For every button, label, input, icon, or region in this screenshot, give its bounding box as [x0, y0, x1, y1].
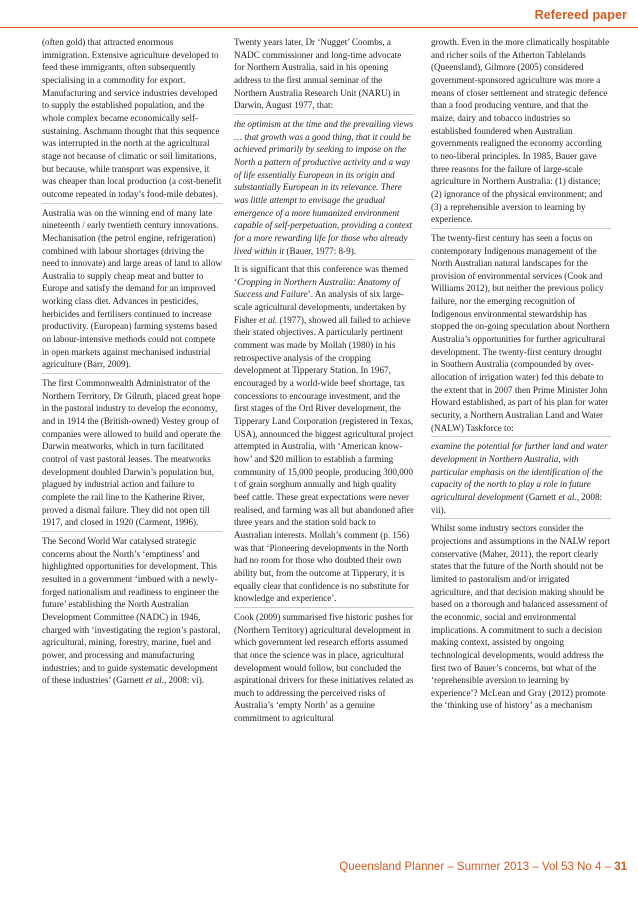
body-text: Cook (2009) summarised five historic pushes for (Northern Territory) agricultural development in which government led research efforts assumed that once the science was in place, agricultural development would follow, but concluded the aspirational drivers for these initiatives related as much to addressing the perceived risks of Australia’s ‘empty North’ as a genuine commitment to agricultural: [234, 611, 414, 724]
paragraph: [234, 263, 414, 605]
paragraph: [431, 440, 611, 516]
paragraph: [234, 36, 414, 112]
page-number: 31: [614, 861, 627, 873]
paragraph-divider: [431, 228, 611, 229]
paragraph-divider: [234, 259, 414, 260]
text-column-3: [431, 36, 611, 718]
paragraph-divider: [234, 607, 414, 608]
paragraph: [431, 36, 611, 226]
text-column-1: [42, 36, 222, 693]
text-column-2: [234, 36, 414, 731]
header-rule: [0, 27, 638, 28]
italic-text: Cropping in Northern Australia: Anatomy of Success and Failure: [234, 276, 400, 300]
body-text: , 2008: vi).: [163, 675, 205, 686]
paragraph-divider: [234, 114, 414, 115]
page-header: [0, 0, 638, 32]
body-text: (1977), showed all failed to achieve their stated objectives. A particularly pertinent comment was made by Mollah (1980) in his retrospective analysis of the cropping development at Tipperary Station. In 1967, encouraged by a world-wide beef shortage, tax concessions to encourage investment, and the first stages of the Ord River development, the Tipperary Land Corporation (registered in Texas, USA), announced the biggest agricultural project attempted in Australia, with ‘American know-how’ and $20 million to establish a farming community of 15,000 people, producing 300,000 t of grain sorghum annually and high quality beef cattle. These great expectations were never realised, and farming was all but abandoned after three years and the station sold back to Australian interests. Mollah’s comment (p. 156) was that ‘Pioneering developments in the North had no room for those who doubted their own ability but, from the outcome at Tipperary, it is equally clear that confidence is no substitute for knowledge and experience’.: [234, 314, 414, 604]
paragraph-divider: [431, 518, 611, 519]
paragraph-divider: [431, 436, 611, 437]
paragraph-divider: [42, 531, 222, 532]
italic-text: et al.: [145, 675, 164, 686]
italic-text: et al.: [558, 491, 577, 502]
page-footer: [339, 861, 627, 873]
body-text: Australia was on the winning end of many late nineteenth / early twentieth century innovations. Mechanisation (the petrol engine, refrigeration) combined with labour shortages (driving the need to innovate) and large areas of land to allow Australia to supply cheap meat and butter to Europe and satisfy the demand for an improved working class diet. Advances in pesticides, herbicides and fertilisers continued to increase productivity. (European) farming systems based on labour-intensive methods could not compete in open markets against mechanised industrial agriculture (Barr, 2009).: [42, 207, 222, 370]
paragraph-divider: [42, 203, 222, 204]
paragraph: [42, 36, 222, 201]
italic-text: examine the potential for further land and water development in Northern Australia, with particular emphasis on the identification of the capacity of the north to play a role in future agricultural development: [431, 441, 608, 502]
body-text: The first Commonwealth Administrator of the Northern Territory, Dr Gilruth, placed great hope in the pastoral industry to develop the economy, and in 1914 the (British-owned) Vestey group of companies were allowed to build and operate the Darwin meatworks, which in turn facilitated control of vast pastoral leases. The meatworks development doubled Darwin’s population but, plagued by industrial action and failure to complete the rail line to the Katherine River, proved a dismal failure. They did not open till 1917, and closed in 1920 (Carment, 1996).: [42, 378, 221, 528]
journal-citation: Queensland Planner – Summer 2013 – Vol 53 No 4 –: [339, 861, 615, 873]
paragraph: [42, 377, 222, 529]
paragraph: [234, 118, 414, 257]
italic-text: et al.: [259, 314, 278, 325]
paragraph: [431, 522, 611, 712]
paragraph: [42, 535, 222, 687]
body-text: The Second World War catalysed strategic concerns about the North’s ‘emptiness’ and highlighted opportunities for development. This resulted in a government ‘imbued with a newly-forged nationalism and readiness to engineer the future’ establishing the North Australian Development Committee (NADC) in 1946, charged with ‘investigating the region’s pastoral, agricultural, mining, forestry, marine, fuel and power, and processing and manufacturing industries; and to guide systematic development of these industries’ (Garnett: [42, 535, 221, 686]
section-label: Refereed paper: [534, 8, 627, 22]
body-text: The twenty-first century has seen a focus on contemporary Indigenous management of the North Australian natural landscapes for the provision of environmental services (Cook and Williams 2012), but neither the previous policy failure, nor the emerging recognition of Indigenous environmental stewardship has stopped the on-going speculation about Northern Australia’s opportunities for further agricultural development. The twenty-first century drought in Southern Australia (compounded by over-allocation of irrigation water) fed this debate to the extent that in 2007 then Prime Minister John Howard established, as part of his plan for water security, a Northern Australian Land and Water (NALW) Taskforce to:: [431, 232, 610, 433]
paragraph-divider: [42, 373, 222, 374]
body-text: (Garnett: [523, 491, 559, 502]
paragraph: [431, 232, 611, 435]
body-text: (often gold) that attracted enormous immigration. Extensive agriculture developed to feed these immigrants, often subsequently specialising in a commodity for export. Manufacturing and service industries developed to supply the established population, and the whole complex became economically self-sustaining. Aschmann thought that this sequence was interrupted in the north at the agricultural stage not because of climatic or soil limitations, but because, while transport was expensive, it was cheaper than local production (a cost-benefit outcome repeated in today’s food-mile debates).: [42, 37, 222, 199]
paragraph: [42, 207, 222, 372]
body-text: growth. Even in the more climatically hospitable and richer soils of the Atherton Tablelands (Queensland), Gilmore (2005) considered government-sponsored agriculture was more a means of closer settlement and strategic defence than a food producing venture, and that the maize, dairy and tobacco industries so established foundered when Australian governments realigned the economy according to neo-liberal principles. In 1985, Bauer gave three reasons for the failure of large-scale agriculture in Northern Australia: (1) distance; (2) ignorance of the physical environment; and (3) a reprehensible aversion to learning by experience.: [431, 37, 610, 225]
body-text: , 2008: vii).: [431, 491, 603, 515]
italic-text: the optimism at the time and the prevailing views … that growth was a good thing, that it could be achieved primarily by seeking to impose on the North a pattern of productive activity and a way of life essentially European in its origin and substantially European in its relevance. There was little attempt to envisage the gradual emergence of a more humanized environment capable of self-perpetuation, providing a context for a more rewarding life for those who already lived within it: [234, 118, 414, 256]
body-text: Twenty years later, Dr ‘Nugget’ Coombs, a NADC commissioner and long-time advocate for Northern Australia, said in his opening address to the first annual seminar of the Northern Australia Research Unit (NARU) in Darwin, August 1977, that:: [234, 37, 402, 111]
body-text: ’. An analysis of six large-scale agricultural developments, undertaken by Fisher: [234, 289, 407, 325]
body-text: It is significant that this conference was themed ‘: [234, 264, 409, 287]
body-text: Whilst some industry sectors consider the projections and assumptions in the NALW report conservative (Maher, 2011), the report clearly states that the future of the North should not be limited to pastoralism and/or irrigated agriculture, and that decision making should be based on a thorough and balanced assessment of the economic, social and environmental implications. A commitment to such a decision making context, assisted by ongoing technological developments, would address the first two of Bauer’s concerns, but what of the ‘reprehensible aversion to learning by experience’? McLean and Gray (2012) promote the ‘thinking use of history’ as a mechanism: [431, 523, 611, 711]
body-text: (Bauer, 1977: 8-9).: [284, 245, 357, 256]
paragraph: [234, 611, 414, 725]
